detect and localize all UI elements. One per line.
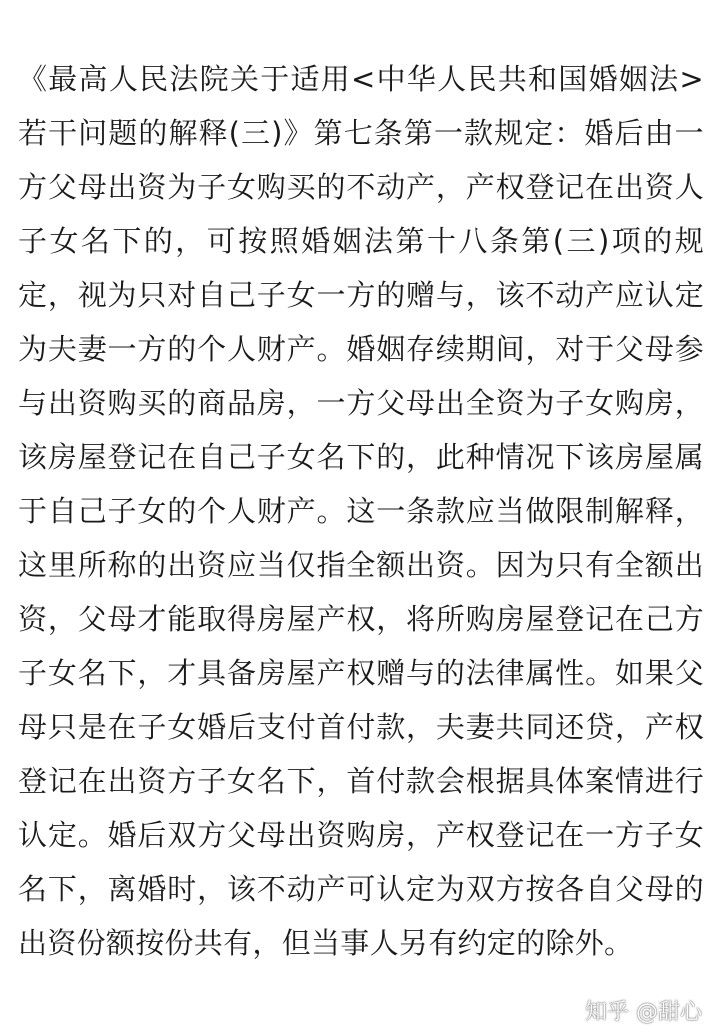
- article-paragraph: 《最高人民法院关于适用<中华人民共和国婚姻法>若干问题的解释(三)》第七条第一款规定：婚后由一方父母出资为子女购买的不动产，产权登记在出资人子女名下的，可按照婚姻法第十八条第(三)项的规定，视为只对自己子女一方的赠与，该不动产应认定为夫妻一方的个人财产。婚姻存续期间，对于父母参与出资购买的商品房，一方父母出全资为子女购房，该房屋登记在自己子女名下的，此种情况下该房屋属于自己子女的个人财产。这一条款应当做限制解释，这里所称的出资应当仅指全额出资。因为只有全额出资，父母才能取得房屋产权，将所购房屋登记在己方子女名下，才具备房屋产权赠与的法律属性。如果父母只是在子女婚后支付首付款，夫妻共同还贷，产权登记在出资方子女名下，首付款会根据具体案情进行认定。婚后双方父母出资购房，产权登记在一方子女名下，离婚时，该不动产可认定为双方按各自父母的出资份额按份共有，但当事人另有约定的除外。: [18, 62, 704, 960]
- zhihu-watermark: 知乎 @甜心: [585, 1000, 702, 1025]
